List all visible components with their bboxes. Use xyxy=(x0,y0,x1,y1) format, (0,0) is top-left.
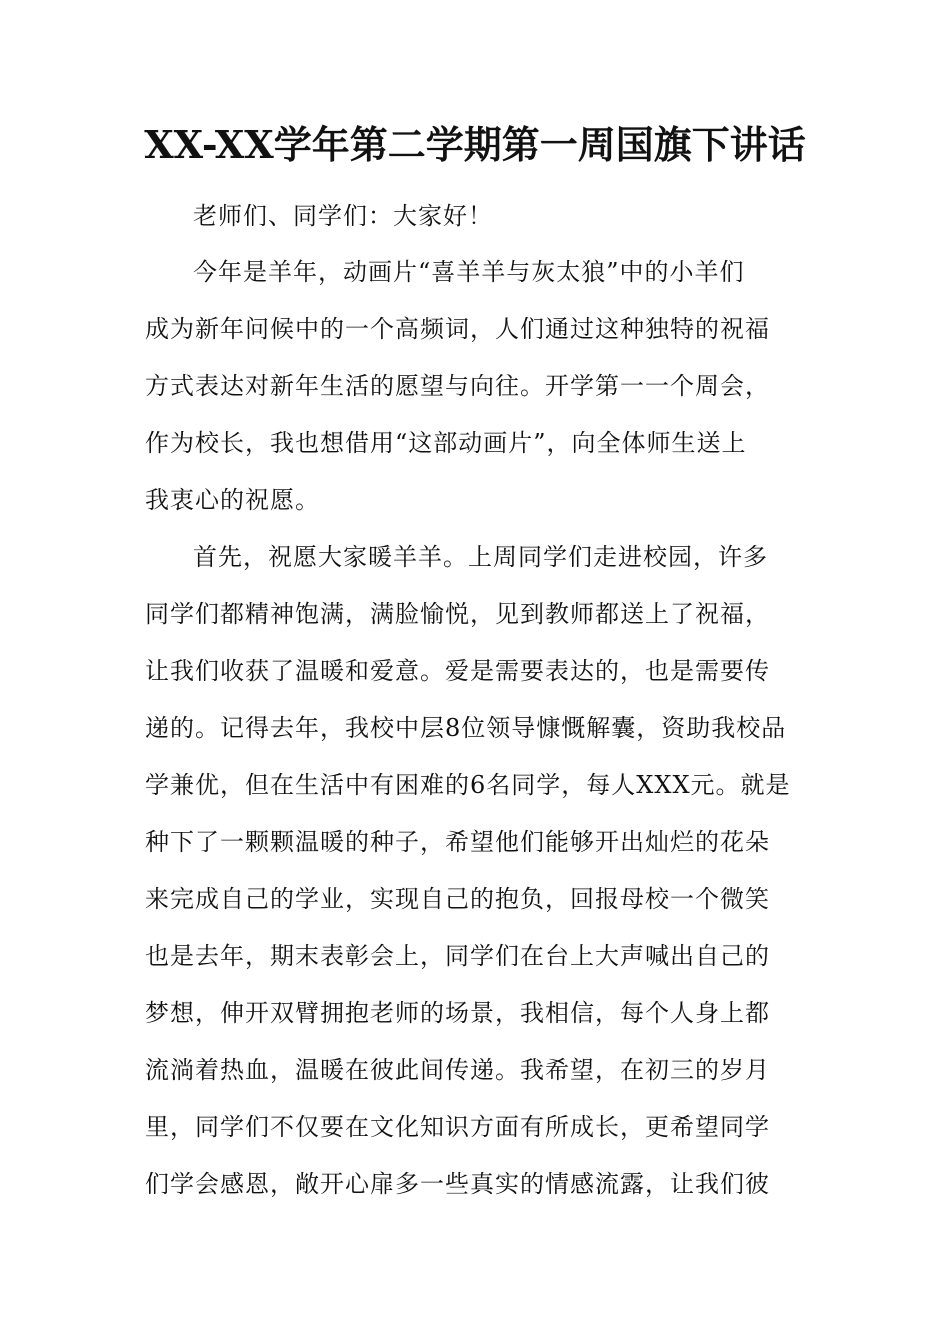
paragraph-line: 们学会感恩，敞开心扉多一些真实的情感流露，让我们彼 xyxy=(145,1170,770,1198)
paragraph-line: 学兼优，但在生活中有困难的6名同学，每人XXX元。就是 xyxy=(145,771,791,799)
paragraph-line: 成为新年问候中的一个高频词，人们通过这种独特的祝福 xyxy=(145,315,770,343)
salutation-line: 老师们、同学们：大家好！ xyxy=(193,202,493,230)
paragraph-line: 梦想，伸开双臂拥抱老师的场景，我相信，每个人身上都 xyxy=(145,999,770,1027)
paragraph-line: 我衷心的祝愿。 xyxy=(145,486,320,514)
document-title: XX-XX学年第二学期第一周国旗下讲话 xyxy=(144,122,806,167)
paragraph-line: 作为校长，我也想借用“这部动画片”，向全体师生送上 xyxy=(145,429,747,457)
paragraph-line: 同学们都精神饱满，满脸愉悦，见到教师都送上了祝福， xyxy=(145,600,770,628)
paragraph-line: 流淌着热血，温暖在彼此间传递。我希望，在初三的岁月 xyxy=(145,1056,770,1084)
paragraph-line: 来完成自己的学业，实现自己的抱负，回报母校一个微笑 xyxy=(145,885,770,913)
paragraph-line: 让我们收获了温暖和爱意。爱是需要表达的，也是需要传 xyxy=(145,657,770,685)
paragraph-line: 里，同学们不仅要在文化知识方面有所成长，更希望同学 xyxy=(145,1113,770,1141)
paragraph-line: 今年是羊年，动画片“喜羊羊与灰太狼”中的小羊们 xyxy=(193,258,745,286)
paragraph-line: 也是去年，期末表彰会上，同学们在台上大声喊出自己的 xyxy=(145,942,770,970)
paragraph-line: 递的。记得去年，我校中层8位领导慷慨解囊，资助我校品 xyxy=(145,714,787,742)
paragraph-line: 种下了一颗颗温暖的种子，希望他们能够开出灿烂的花朵 xyxy=(145,828,770,856)
paragraph-line: 首先，祝愿大家暖羊羊。上周同学们走进校园，许多 xyxy=(193,543,768,571)
paragraph-line: 方式表达对新年生活的愿望与向往。开学第一一个周会， xyxy=(145,372,770,400)
